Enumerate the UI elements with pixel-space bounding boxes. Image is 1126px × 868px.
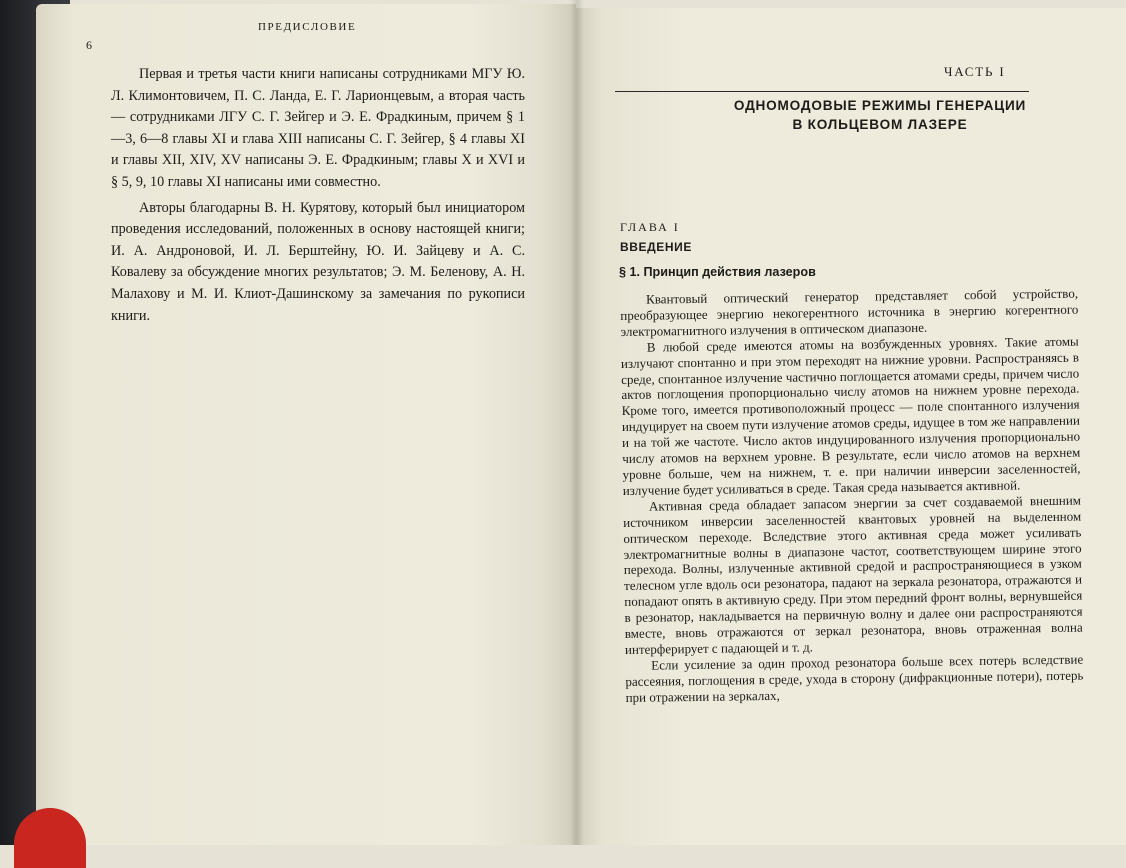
section-title: § 1. Принцип действия лазеров bbox=[619, 265, 816, 279]
part-label: ЧАСТЬ I bbox=[944, 64, 1006, 79]
part-title-line: ОДНОМОДОВЫЕ РЕЖИМЫ ГЕНЕРАЦИИ bbox=[733, 98, 1027, 113]
part-title bbox=[690, 96, 1070, 134]
part-title-line: В КОЛЬЦЕВОМ ЛАЗЕРЕ bbox=[792, 117, 968, 132]
left-page-text bbox=[111, 64, 525, 331]
running-head: ПРЕДИСЛОВИЕ bbox=[258, 21, 357, 33]
book-gutter bbox=[570, 0, 584, 845]
page-number: 6 bbox=[86, 38, 92, 52]
chapter-label: ГЛАВА I bbox=[620, 220, 680, 234]
paragraph: Первая и третья части книги написаны сотрудниками МГУ Ю. Л. Климонтовичем, П. С. Ланда, Е. Г. Ларионцевым, а вторая часть — сотрудниками ЛГУ С. Г. Зейгер и Э. Е. Фрадкиным, причем § 1—3, 6—8 главы XI и глава XIII написаны С. Г. Зейгер, § 4 главы XI и главы XII, XIV, XV написаны Э. Е. Фрадкиным; главы X и XVI и § 5, 9, 10 главы XI написаны ими совместно. bbox=[111, 66, 525, 190]
paragraph: В любой среде имеются атомы на возбужденных уровнях. Такие атомы излучают спонтанно и при этом переходят на нижние уровни. Распространяясь в среде, спонтанное излучение частично поглощается атомами среды, причем число актов поглощения пропорционально числу атомов на нижнем уровне перехода. Кроме того, имеется противоположный процесс — поле спонтанного излучения индуцирует на своем пути излучение атомов среды, идущее в том же направлении и на той же частоте. Число актов индуцированного излучения пропорционально числу атомов на верхнем уровне. В результате, если число атомов на верхнем уровне больше, чем на нижнем, т. е. при наличии инверсии заселенностей, излучение будет усиливаться в среде. Такая среда называется активной. bbox=[620, 333, 1081, 498]
paragraph: Активная среда обладает запасом энергии за счет создаваемой внешним источником инверсии заселенностей квантовых уровней на выделенном оптическом переходе. Вследствие этого активная среда может усиливать электромагнитные волны в диапазоне частот, соответствующем ширине этого перехода. Волны, излученные активной средой и распространяющиеся в узком телесном угле вдоль оси резонатора, падают на зеркала резонатора, отражаются и попадают опять в активную среду. При этом передний фронт волны, вернувшейся в резонатор, накладывается на первичную волну и далее они распространяются вместе, вновь отражаются от зеркал резонатора, вновь отраженная волна интерферирует с падающей и т. д. bbox=[623, 492, 1083, 657]
right-page-text bbox=[620, 286, 1084, 706]
chapter-title: ВВЕДЕНИЕ bbox=[620, 240, 692, 254]
part-divider bbox=[615, 91, 1029, 92]
paragraph: Если усиление за один проход резонатора больше всех потерь вследствие рассеяния, поглощения в среде, ухода в сторону (дифракционные потери), потерь при отражении на зеркалах, bbox=[625, 651, 1084, 705]
paragraph: Квантовый оптический генератор представляет собой устройство, преобразующее энергию некогерентного источника в энергию когерентного электромагнитного излучения в оптическом диапазоне. bbox=[620, 285, 1079, 339]
paragraph: Авторы благодарны В. Н. Курятову, который был инициатором проведения исследований, положенных в основу настоящей книги; И. А. Андроновой, И. Л. Берштейну, Ю. И. Зайцеву и А. С. Ковалеву за обсуждение многих результатов; Э. М. Беленову, А. Н. Малахову и М. И. Клиот-Дашинскому за замечания по рукописи книги. bbox=[111, 199, 525, 324]
